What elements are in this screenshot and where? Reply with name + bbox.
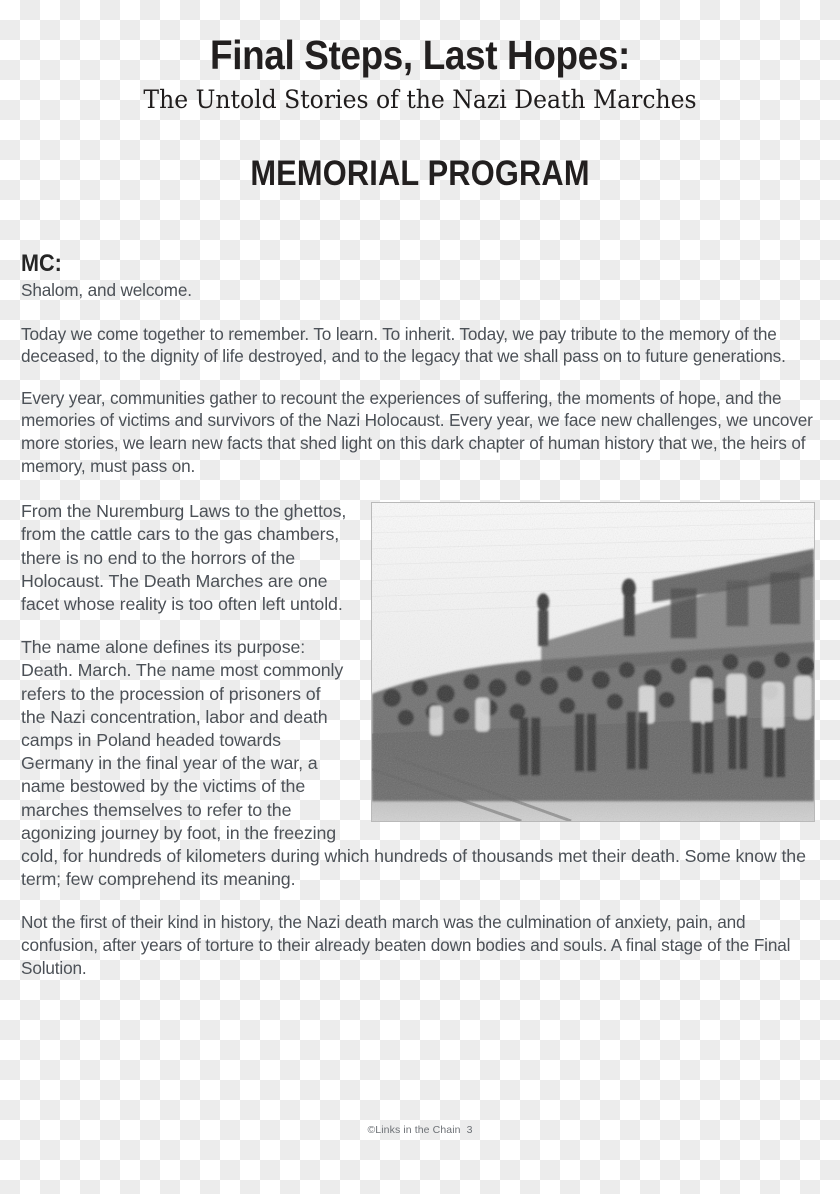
paragraph-nuremburg: From the Nuremburg Laws to the ghettos, from the cattle cars to the gas chambers, there is no end to the horrors of the Holocaust. The Death Marches are one facet whose reality is too often left untold. — [21, 501, 347, 614]
paragraph-not-the-first: Not the first of their kind in history, the Nazi death march was the culmination of anxiety, pain, and confusion, after years of torture to their already beaten down bodies and souls. A final stage of the Final Solution. — [21, 912, 791, 978]
paragraph-name-alone: The name alone defines its purpose: Death. March. The name most commonly refers to the procession of prisoners of the Nazi concentration, labor and death camps in Poland headed towards Germany in the final year of the war, a name bestowed by the victims of the marches themselves to refer to the agonizing journey by foot, in the freezing cold, for hundreds of kilometers during which hundreds of thousands met their death. Some know the term; few comprehend its meaning. — [21, 637, 806, 890]
mc-greeting: Shalom, and welcome. — [21, 280, 192, 300]
program-heading: MEMORIAL PROGRAM — [250, 154, 590, 194]
paragraph-remember: Today we come together to remember. To learn. To inherit. Today, we pay tribute to the memory of the deceased, to the dignity of life destroyed, and to the legacy that we shall pass on to future generations. — [21, 323, 786, 367]
photo-wrap-section — [21, 500, 815, 891]
document-body — [21, 252, 815, 979]
mc-heading: MC: — [21, 250, 62, 277]
paragraph-every-year: Every year, communities gather to recount the experiences of suffering, the moments of hope, and the memories of victims and survivors of the Nazi Holocaust. Every year, we face new challenges, we uncover more stories, we learn new facts that shed light on this dark chapter of human history that we, the heirs of memory, must pass on. — [21, 387, 813, 476]
page-title: Final Steps, Last Hopes: — [210, 32, 630, 78]
archival-photo — [371, 502, 815, 822]
document-footer — [0, 1124, 840, 1136]
paragraph-spacer — [21, 302, 815, 323]
document-header — [0, 34, 840, 194]
footer-page-number: 3 — [466, 1124, 473, 1136]
page-subtitle: The Untold Stories of the Nazi Death Marches — [143, 85, 697, 115]
footer-copyright: ©Links in the Chain — [367, 1124, 461, 1136]
